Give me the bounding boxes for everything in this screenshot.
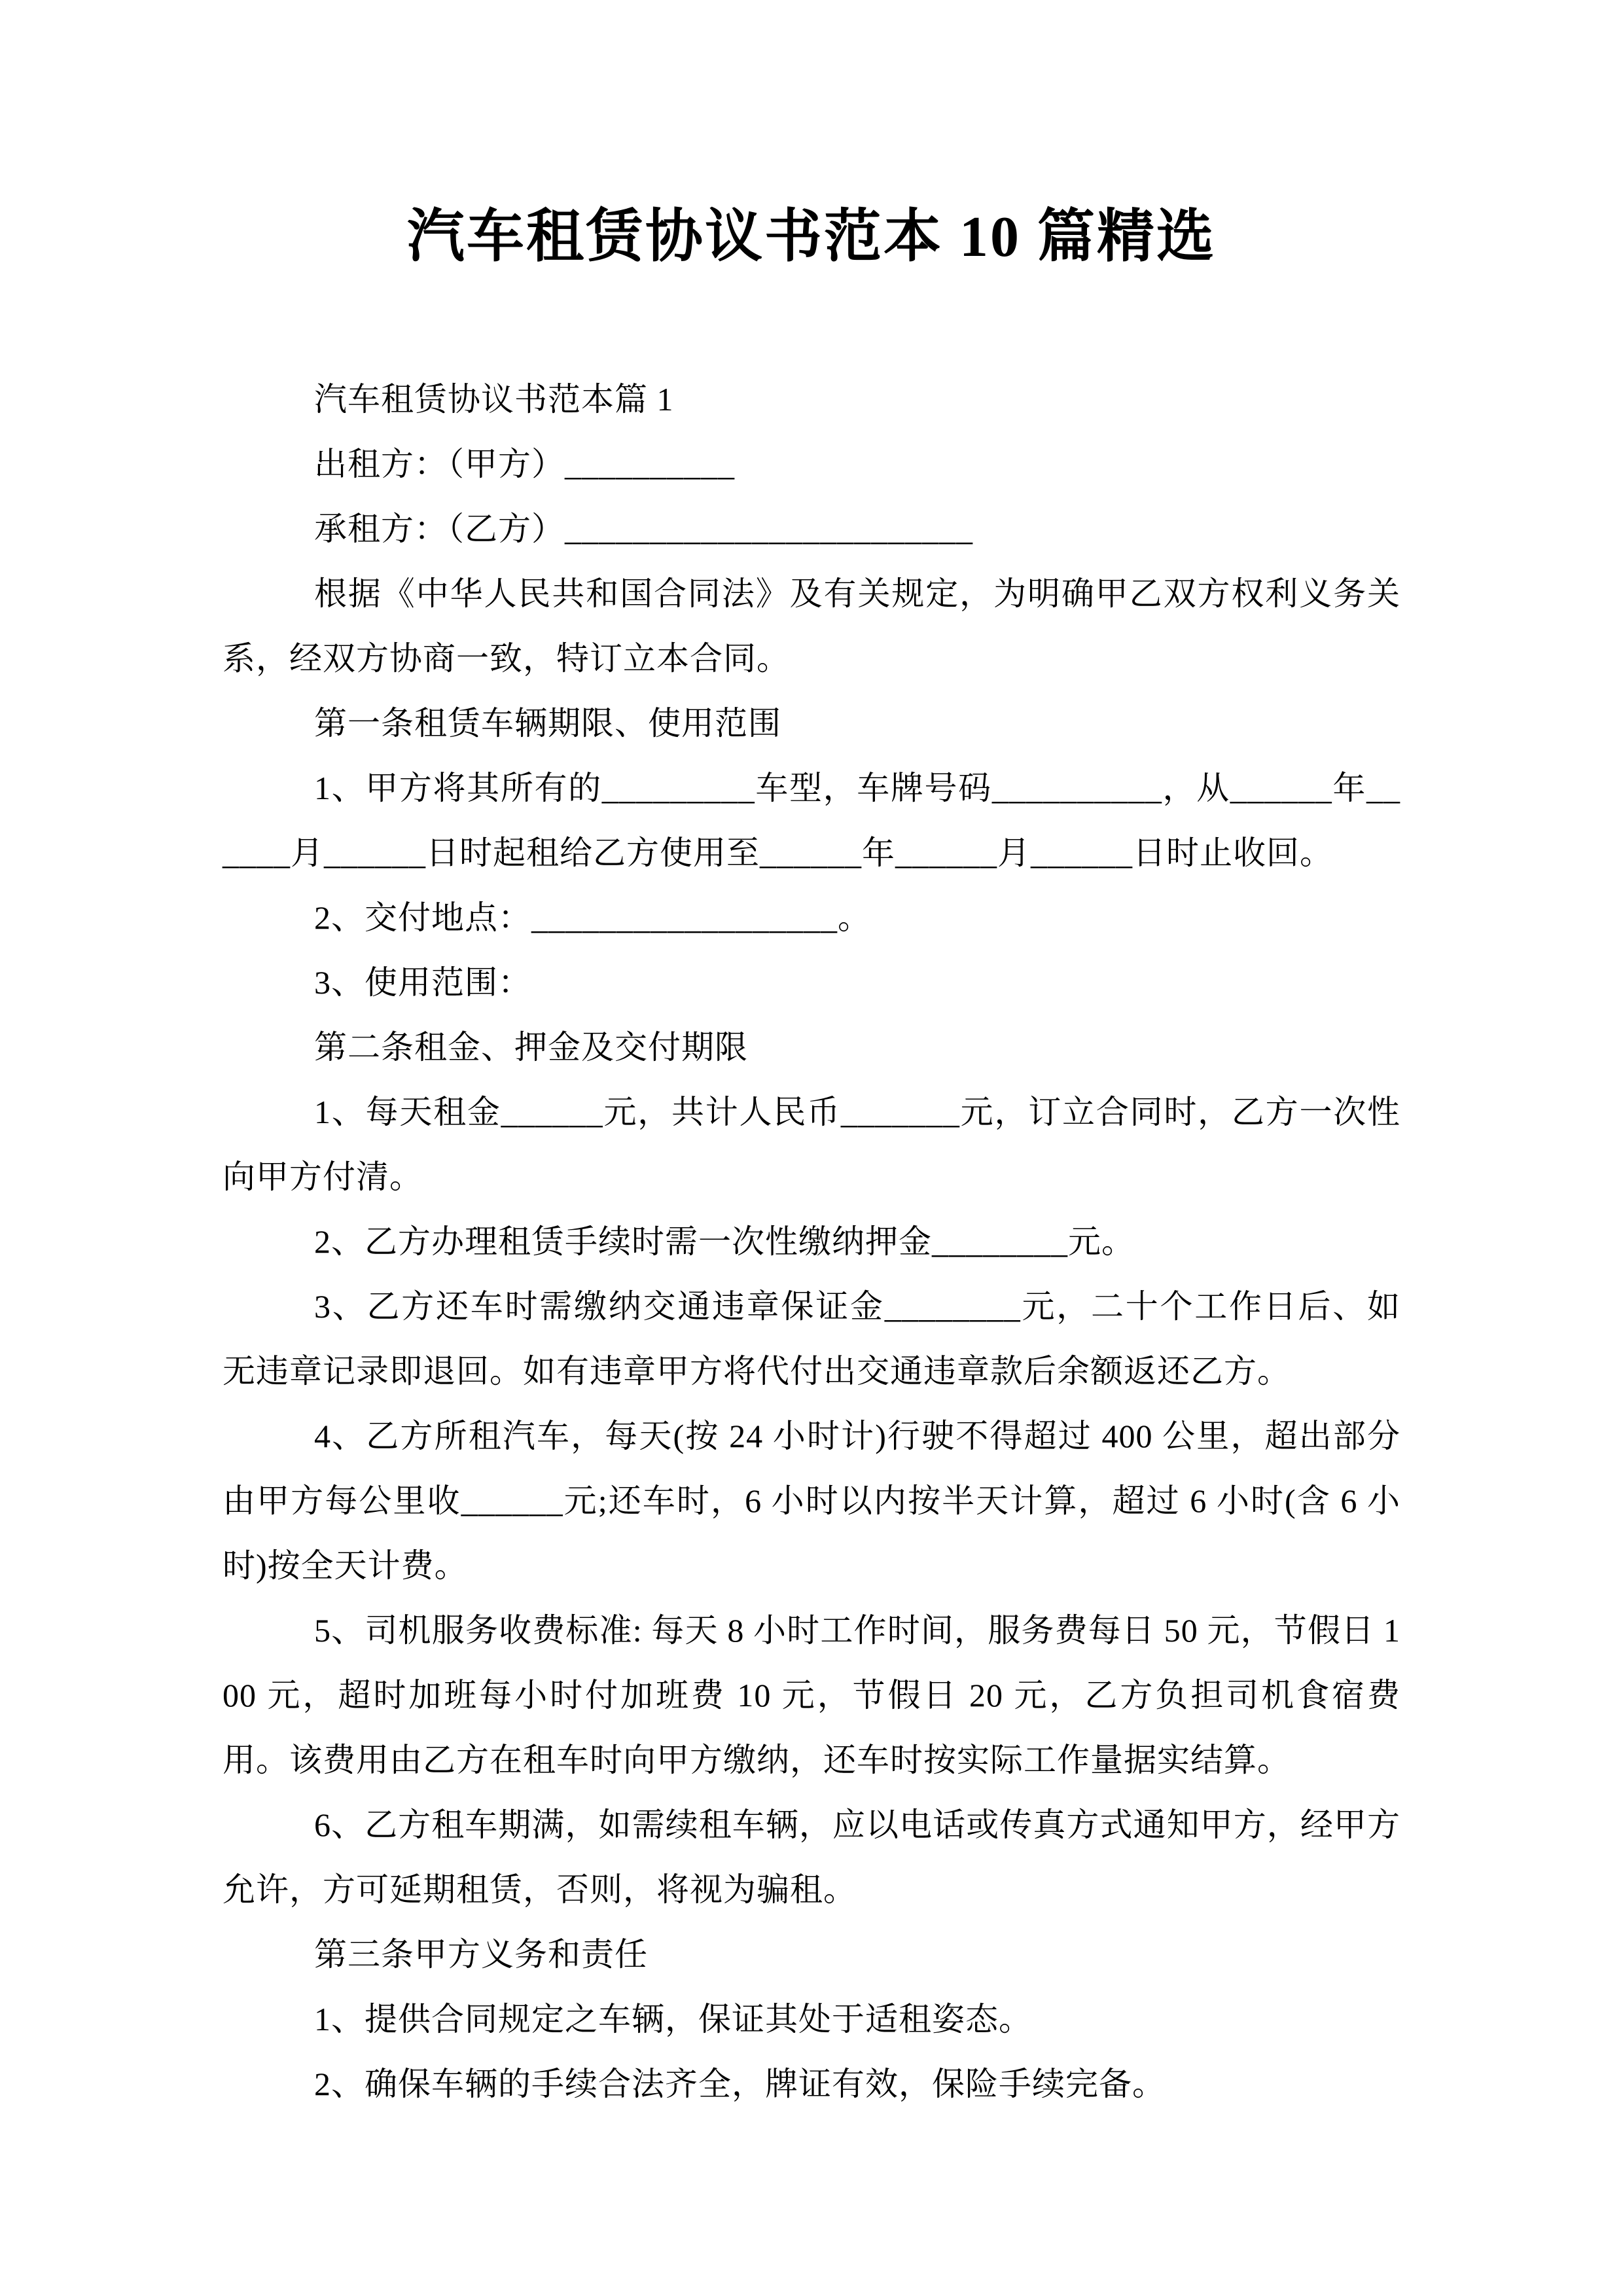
paragraph: 汽车租赁协议书范本篇 1 xyxy=(314,380,674,418)
paragraph: 2、交付地点：__________________。 xyxy=(314,899,871,936)
paragraph: 1、甲方将其所有的_________车型，车牌号码__________，从______年______月______日时起租给乙方使用至______年______月______日时止收回。 xyxy=(223,769,1400,871)
paragraph: 3、乙方还车时需缴纳交通违章保证金________元，二十个工作日后、如无违章记录即退回。如有违章甲方将代付出交通违章款后余额返还乙方。 xyxy=(223,1287,1400,1390)
paragraph: 根据《中华人民共和国合同法》及有关规定，为明确甲乙双方权利义务关系，经双方协商一致，特订立本合同。 xyxy=(223,575,1400,677)
paragraph: 4、乙方所租汽车，每天(按 24 小时计)行驶不得超过 400 公里，超出部分由甲方每公里收______元;还车时，6 小时以内按半天计算，超过 6 小时(含 6 小时)按全天计费。 xyxy=(223,1417,1400,1584)
paragraph: 6、乙方租车期满，如需续租车辆，应以电话或传真方式通知甲方，经甲方允许，方可延期租赁，否则，将视为骗租。 xyxy=(223,1806,1400,1908)
paragraph: 1、每天租金______元，共计人民币_______元，订立合同时，乙方一次性向甲方付清。 xyxy=(223,1093,1400,1195)
paragraph: 出租方：（甲方）__________ xyxy=(314,445,735,482)
document-body xyxy=(223,367,1400,2117)
paragraph: 5、司机服务收费标准: 每天 8 小时工作时间，服务费每日 50 元，节假日 100 元，超时加班每小时付加班费 10 元，节假日 20 元，乙方负担司机食宿费用。该费用由乙方在租车时向甲方缴纳，还车时按实际工作量据实结算。 xyxy=(223,1611,1400,1778)
paragraph: 2、乙方办理租赁手续时需一次性缴纳押金________元。 xyxy=(314,1223,1135,1260)
paragraph: 3、使用范围： xyxy=(314,963,531,1001)
paragraph: 承租方：（乙方）________________________ xyxy=(314,510,973,547)
paragraph: 第三条甲方义务和责任 xyxy=(314,1935,648,1973)
paragraph: 第一条租赁车辆期限、使用范围 xyxy=(314,704,781,742)
paragraph: 2、确保车辆的手续合法齐全，牌证有效，保险手续完备。 xyxy=(314,2065,1166,2102)
paragraph: 第二条租金、押金及交付期限 xyxy=(314,1028,748,1066)
paragraph: 1、提供合同规定之车辆，保证其处于适租姿态。 xyxy=(314,2000,1032,2037)
document-title: 汽车租赁协议书范本 10 篇精选 xyxy=(406,206,1216,269)
